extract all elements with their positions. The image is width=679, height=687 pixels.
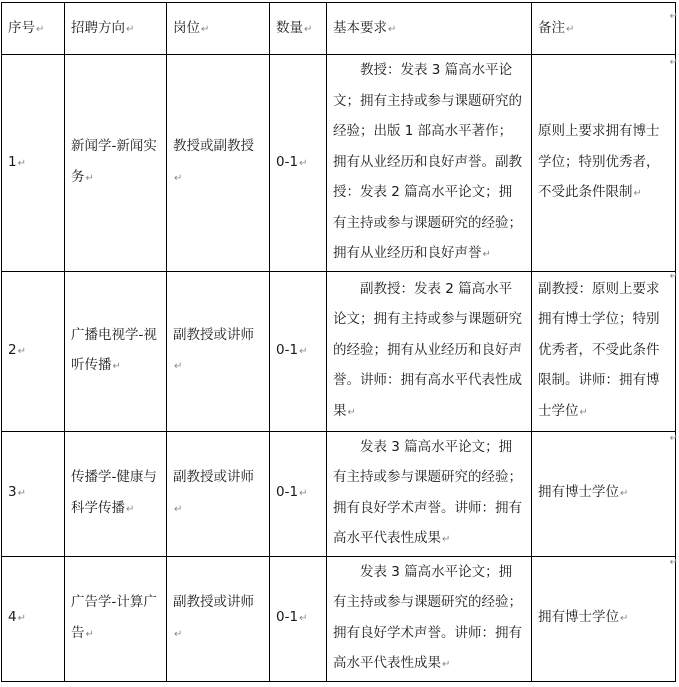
cell-quantity: 0-1↵ (270, 431, 327, 556)
cell-position: 教授或副教授↵ (167, 55, 270, 272)
header-index: 序号↵ (2, 3, 65, 55)
cell-notes: 副教授：原则上要求拥有博士学位；特别优秀者，不受此条件限制。讲师：拥有博士学位↵ (532, 271, 676, 431)
table-row (2, 55, 676, 272)
cell-notes: 拥有博士学位↵ (532, 431, 676, 556)
cell-requirements: 发表 3 篇高水平论文；拥有主持或参与课题研究的经验；拥有良好学术声誉。讲师：拥有高水平代表性成果↵ (327, 556, 532, 681)
cell-position: 副教授或讲师↵ (167, 431, 270, 556)
table-header-row (2, 3, 676, 55)
row-end-mark: ↵ (669, 57, 678, 68)
cell-quantity: 0-1↵ (270, 556, 327, 681)
header-direction: 招聘方向↵ (65, 3, 167, 55)
cell-quantity: 0-1↵ (270, 271, 327, 431)
header-notes: 备注↵ (532, 3, 676, 55)
cell-position: 副教授或讲师↵ (167, 556, 270, 681)
row-end-mark: ↵ (669, 271, 678, 282)
cell-direction: 新闻学-新闻实务↵ (65, 55, 167, 272)
header-quantity: 数量↵ (270, 3, 327, 55)
cell-direction: 广播电视学-视听传播↵ (65, 271, 167, 431)
cell-requirements: 发表 3 篇高水平论文；拥有主持或参与课题研究的经验；拥有良好学术声誉。讲师：拥有高水平代表性成果↵ (327, 431, 532, 556)
table-row (2, 431, 676, 556)
table-row (2, 556, 676, 681)
row-end-mark: ↵ (669, 433, 678, 444)
cell-index: 2↵ (2, 271, 65, 431)
header-position: 岗位↵ (167, 3, 270, 55)
header-requirements: 基本要求↵ (327, 3, 532, 55)
table-row (2, 271, 676, 431)
cell-requirements: 副教授：发表 2 篇高水平论文；拥有主持或参与课题研究的经验；拥有从业经历和良好声誉。讲师：拥有高水平代表性成果↵ (327, 271, 532, 431)
cell-index: 3↵ (2, 431, 65, 556)
cell-notes: 原则上要求拥有博士学位；特别优秀者，不受此条件限制↵ (532, 55, 676, 272)
row-end-mark: ↵ (669, 557, 678, 568)
row-end-mark: ↵ (669, 11, 678, 22)
cell-direction: 广告学-计算广告↵ (65, 556, 167, 681)
cell-position: 副教授或讲师↵ (167, 271, 270, 431)
cell-quantity: 0-1↵ (270, 55, 327, 272)
cell-index: 1↵ (2, 55, 65, 272)
cell-requirements: 教授：发表 3 篇高水平论文；拥有主持或参与课题研究的经验；出版 1 部高水平著作；拥有从业经历和良好声誉。副教授：发表 2 篇高水平论文；拥有主持或参与课题研究的经验；拥有从业经历和良好声誉↵ (327, 55, 532, 272)
recruitment-table (1, 2, 676, 682)
cell-index: 4↵ (2, 556, 65, 681)
cell-notes: 拥有博士学位↵ (532, 556, 676, 681)
cell-direction: 传播学-健康与科学传播↵ (65, 431, 167, 556)
